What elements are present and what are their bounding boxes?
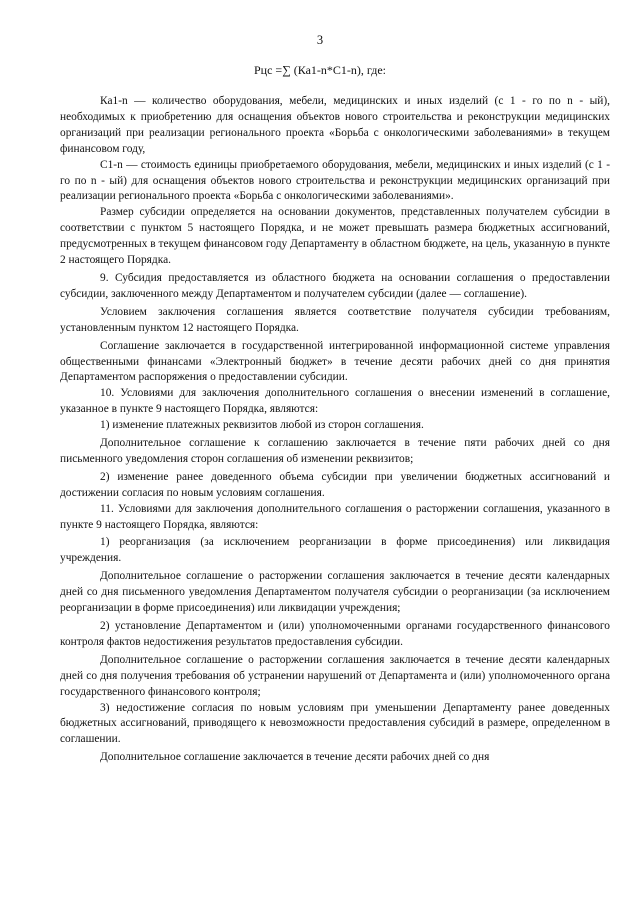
paragraph-final: Дополнительное соглашение заключается в течение десяти рабочих дней со дня [100, 751, 490, 764]
document-body [60, 94, 610, 766]
paragraph-10-2: 2) изменение ранее доведенного объема субсидии при увеличении бюджетных ассигнований и достижении согласия по новым условиям соглашения. [60, 470, 610, 499]
paragraph-11-3: 3) недостижение согласия по новым условиям при уменьшении Департаменту ранее доведенных бюджетных ассигнований, приводящего к невозможности предоставления субсидий в размере, определенном в соглашении. [60, 701, 610, 746]
paragraph-c-definition: С1-n — стоимость единицы приобретаемого оборудования, мебели, медицинских и иных изделий (с 1 - го по n - ый) для оснащения объектов нового строительства и реконструкции медицинских организаций при реализации регионального проекта «Борьба с онкологическими заболеваниями». [60, 158, 610, 203]
paragraph-11-2-term: Дополнительное соглашение о расторжении соглашения заключается в течение десяти календарных дней со дня получения требования об устранении нарушений от Департамента и (или) уполномоченного органа государственного финансового контроля; [60, 653, 610, 698]
paragraph-electronic-budget: Соглашение заключается в государственной интегрированной информационной системе управления общественными финансами «Электронный бюджет» в течение десяти рабочих дней со дня принятия Департаментом распоряжения о предоставлении субсидии. [60, 339, 610, 384]
paragraph-11-2: 2) установление Департаментом и (или) уполномоченными органами государственного финансового контроля фактов недостижения результатов предоставления субсидии. [60, 620, 610, 648]
paragraph-10-1-term: Дополнительное соглашение к соглашению заключается в течение пяти рабочих дней со дня письменного уведомления сторон соглашения об изменении реквизитов; [60, 437, 610, 465]
paragraph-subsidy-size: Размер субсидии определяется на основании документов, представленных получателем субсидии в соответствии с пунктом 5 настоящего Порядка, и не может превышать размера бюджетных ассигнований, предусмотренных в текущем финансовом году Департаменту в областном бюджете, на цель, указанную в пункте 2 настоящего Порядка. [60, 206, 610, 267]
paragraph-11-1-term: Дополнительное соглашение о расторжении соглашения заключается в течение десяти календарных дней со дня письменного уведомления Департаментом получателя субсидии о реорганизации (за исключением реорганизации в форме присоединения) или ликвидации учреждения; [60, 570, 610, 615]
page-number: 3 [316, 33, 324, 47]
formula-line: Рцс =∑ (Ка1-n*С1-n), где: [254, 63, 386, 77]
paragraph-item-10: 10. Условиями для заключения дополнительного соглашения о внесении изменений в соглашение, указанное в пункте 9 настоящего Порядка, являются: [60, 387, 610, 416]
paragraph-10-1: 1) изменение платежных реквизитов любой из сторон соглашения. [100, 419, 424, 432]
paragraph-item-9: 9. Субсидия предоставляется из областного бюджета на основании соглашения о предоставлении субсидии, заключенного между Департаментом и получателем субсидии (далее — соглашение). [60, 271, 610, 300]
paragraph-item-11: 11. Условиями для заключения дополнительного соглашения о расторжении соглашения, указанного в пункте 9 настоящего Порядка, являются: [60, 502, 610, 531]
paragraph-11-1: 1) реорганизация (за исключением реорганизации в форме присоединения) или ликвидация учреждения. [60, 536, 610, 565]
paragraph-agreement-condition: Условием заключения соглашения является соответствие получателя субсидии требованиям, установленным пунктом 12 настоящего Порядка. [60, 305, 610, 334]
paragraph-ka-definition: Ка1-n — количество оборудования, мебели, медицинских и иных изделий (с 1 - го по n - ый), необходимых к приобретению для оснащения объектов нового строительства и реконструкции медицинских организаций при реализации регионального проекта «Борьба с онкологическими заболеваниями» в текущем финансовом году, [60, 95, 610, 155]
